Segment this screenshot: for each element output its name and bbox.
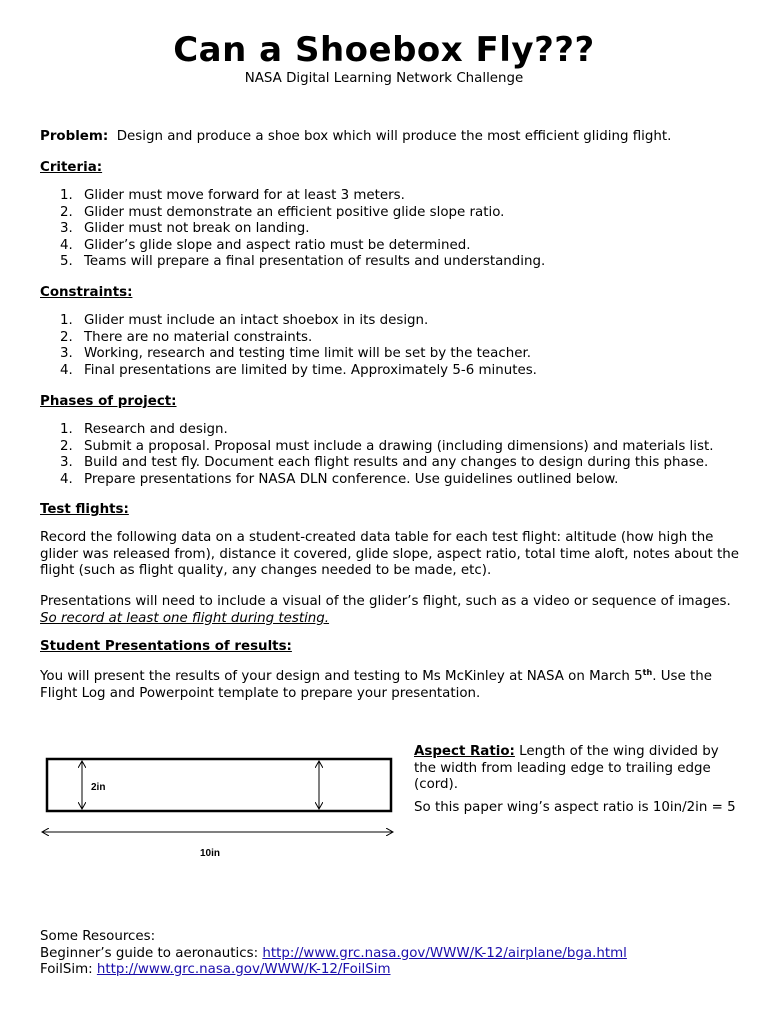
list-item: 1. Glider must move forward for at least 3 meters. [60,188,405,203]
phases-heading: Phases of project: [40,394,177,409]
list-item: 2. Glider must demonstrate an efficient positive glide slope ratio. [60,204,505,220]
wing-diagram [36,752,398,862]
aspect-ratio-definition: Aspect Ratio: Length of the wing divided by the width from leading edge to trailing edge (cord). [414,744,719,792]
record-flight-emphasis: So record at least one flight during testing. [40,610,330,626]
presentations-heading: Student Presentations of results: [40,639,292,654]
presentations-visual-paragraph: Presentations will need to include a visual of the glider’s flight, such as a video or sequence of images. So record at least one flight during testing. [40,594,731,626]
constraints-heading: Constraints: [40,285,133,300]
aspect-ratio-example: So this paper wing’s aspect ratio is 10in/2in = 5 [414,799,736,815]
test-flights-heading: Test flights: [40,502,129,517]
problem-text: Design and produce a shoe box which will produce the most efficient gliding flight. [116,129,672,144]
aspect-ratio-note [414,744,744,816]
height-label: 2in [91,782,106,793]
resource-item: FoilSim: http://www.grc.nasa.gov/WWW/K-12/FoilSim [40,962,391,977]
aeronautics-guide-link[interactable]: http://www.grc.nasa.gov/WWW/K-12/airplane/bga.html [262,945,627,961]
list-item: 5. Teams will prepare a final presentation of results and understanding. [60,254,546,269]
list-item: 2. Submit a proposal. Proposal must include a drawing (including dimensions) and materials list. [60,438,714,454]
list-item: 2. There are no material constraints. [60,329,313,345]
list-item: 1. Research and design. [60,422,228,437]
list-item: 3. Working, research and testing time limit will be set by the teacher. [60,346,531,361]
problem-statement [40,129,750,146]
page-subtitle: NASA Digital Learning Network Challenge [244,71,524,86]
list-item: 4. Final presentations are limited by time. Approximately 5-6 minutes. [60,362,537,378]
resource-item: Beginner’s guide to aeronautics: http://www.grc.nasa.gov/WWW/K-12/airplane/bga.html [40,945,627,961]
resources-heading: Some Resources: [40,929,156,944]
ordinal-suffix: th [642,668,653,677]
list-item: 1. Glider must include an intact shoebox in its design. [60,313,429,328]
list-item: 3. Glider must not break on landing. [60,221,310,236]
list-item: 4. Glider’s glide slope and aspect ratio must be determined. [60,237,471,253]
criteria-list [40,188,750,271]
list-item: 3. Build and test fly. Document each flight results and any changes to design during this phase. [60,455,709,470]
problem-label: Problem: [40,129,109,144]
criteria-heading: Criteria: [40,160,103,175]
list-item: 4. Prepare presentations for NASA DLN conference. Use guidelines outlined below. [60,471,619,487]
phases-list [40,422,750,488]
width-label: 10in [200,848,221,859]
resources-section [40,929,750,979]
aspect-ratio-label: Aspect Ratio: [414,744,515,759]
page-title: Can a Shoebox Fly??? [173,30,595,70]
constraints-list [40,313,750,379]
test-flights-paragraph: Record the following data on a student-created data table for each test flight: altitude (how high the glider was released from), distance it covered, glide slope, aspect ratio, total time aloft, notes about the flight (such as flight quality, any changes needed to be made, etc). [40,530,739,578]
foilsim-link[interactable]: http://www.grc.nasa.gov/WWW/K-12/FoilSim [96,962,391,977]
presentations-paragraph: You will present the results of your design and testing to Ms McKinley at NASA on March 5th. Use the Flight Log and Powerpoint template to prepare your presentation. [40,668,712,701]
